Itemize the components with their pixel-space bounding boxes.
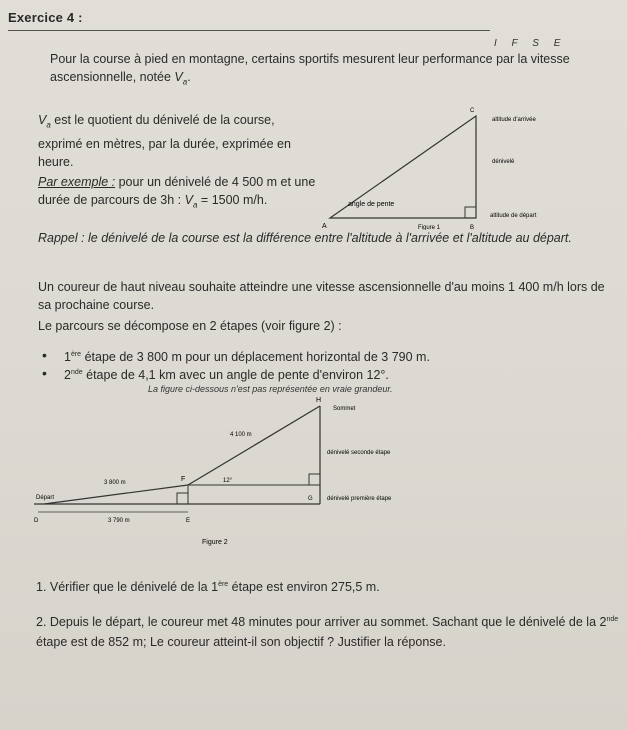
point-a: A [322,223,327,230]
point-e: E [186,518,191,524]
figure-2 [30,394,450,560]
label-altitude-depart: altitude de départ [490,213,537,219]
label-angle-pente: angle de pente [348,201,395,208]
right-angle-g [309,474,320,485]
point-c: C [470,108,475,114]
question-2: 2. Depuis le départ, le coureur met 48 minutes pour arriver au sommet. Sachant que le dénivelé de la 2nde étape est de 852 m; Le coureur atteint-il son objectif ? Justifier la réponse. [36,615,619,650]
label-angle-12: 12° [223,478,233,484]
definition-text: est le quotient du dénivelé de la course, exprimé en mètres, par la durée, exprimée en heure. [38,113,291,169]
point-b: B [470,225,475,230]
label-denivele: dénivelé [492,159,515,165]
intro-text: Pour la course à pied en montagne, certains sportifs mesurent leur performance par la vitesse ascensionnelle, notée [50,52,570,84]
figure-1-caption: Figure 1 [418,225,441,230]
right-angle-e [177,493,188,504]
title-underline [8,30,490,31]
question-1: 1. Vérifier que le dénivelé de la 1ère étape est environ 275,5 m. [36,580,380,595]
coureur-paragraph: Un coureur de haut niveau souhaite atteindre une vitesse ascensionnelle d'au moins 1 400 m/h lors de sa prochaine course. [38,280,605,312]
example-text-end: = 1500 m/h. [200,193,268,207]
figure-1 [318,100,618,230]
parcours-paragraph: Le parcours se décompose en 2 étapes (voir figure 2) : [38,319,342,333]
exercise-title: Exercice 4 : [8,10,83,25]
point-h: H [316,397,322,404]
label-deniv-premiere: dénivelé première étape [327,496,392,502]
point-g: G [308,496,313,502]
label-sommet: Sommet [333,406,356,412]
example-label: Par exemple : [38,175,116,189]
label-3800: 3 800 m [104,480,126,486]
rappel-paragraph: Rappel : le dénivelé de la course est la différence entre l'altitude à l'arrivée et l'altitude au départ. [38,231,572,245]
slope-second-stage [188,406,320,485]
slope-first-stage [44,485,188,504]
point-f: F [181,476,186,483]
definition-paragraph [38,111,318,171]
label-4100: 4 100 m [230,432,252,438]
etape-2-item: • 2nde étape de 4,1 km avec un angle de pente d'environ 12°. [42,364,389,384]
etape-1-item: • 1ère étape de 3 800 m pour un déplacement horizontal de 3 790 m. [42,346,430,366]
va-symbol-ex: $V_a$ [184,193,198,210]
va-symbol-def: $V_a$ [38,113,51,130]
right-angle-mark [465,207,476,218]
intro-paragraph: Pour la course à pied en montagne, certains sportifs mesurent leur performance par la vitesse ascensionnelle, notée $V_a$. [50,52,570,87]
example-paragraph [38,173,318,215]
label-3790: 3 790 m [108,518,130,524]
header-letters: I F S E [494,38,567,49]
figure-2-caption: Figure 2 [202,539,228,546]
example-text-start: pour un dénivelé de 4 500 m et une durée de parcours de 3h : [38,175,316,207]
va-symbol: $V_a$ [174,70,188,87]
label-deniv-seconde: dénivelé seconde étape [327,450,391,456]
label-depart: Départ [36,495,55,501]
point-d: D [34,518,39,524]
label-altitude-arrivee: altitude d'arrivée [492,117,536,123]
figure-2-note: La figure ci-dessous n'est pas représentée en vraie grandeur. [148,384,393,394]
